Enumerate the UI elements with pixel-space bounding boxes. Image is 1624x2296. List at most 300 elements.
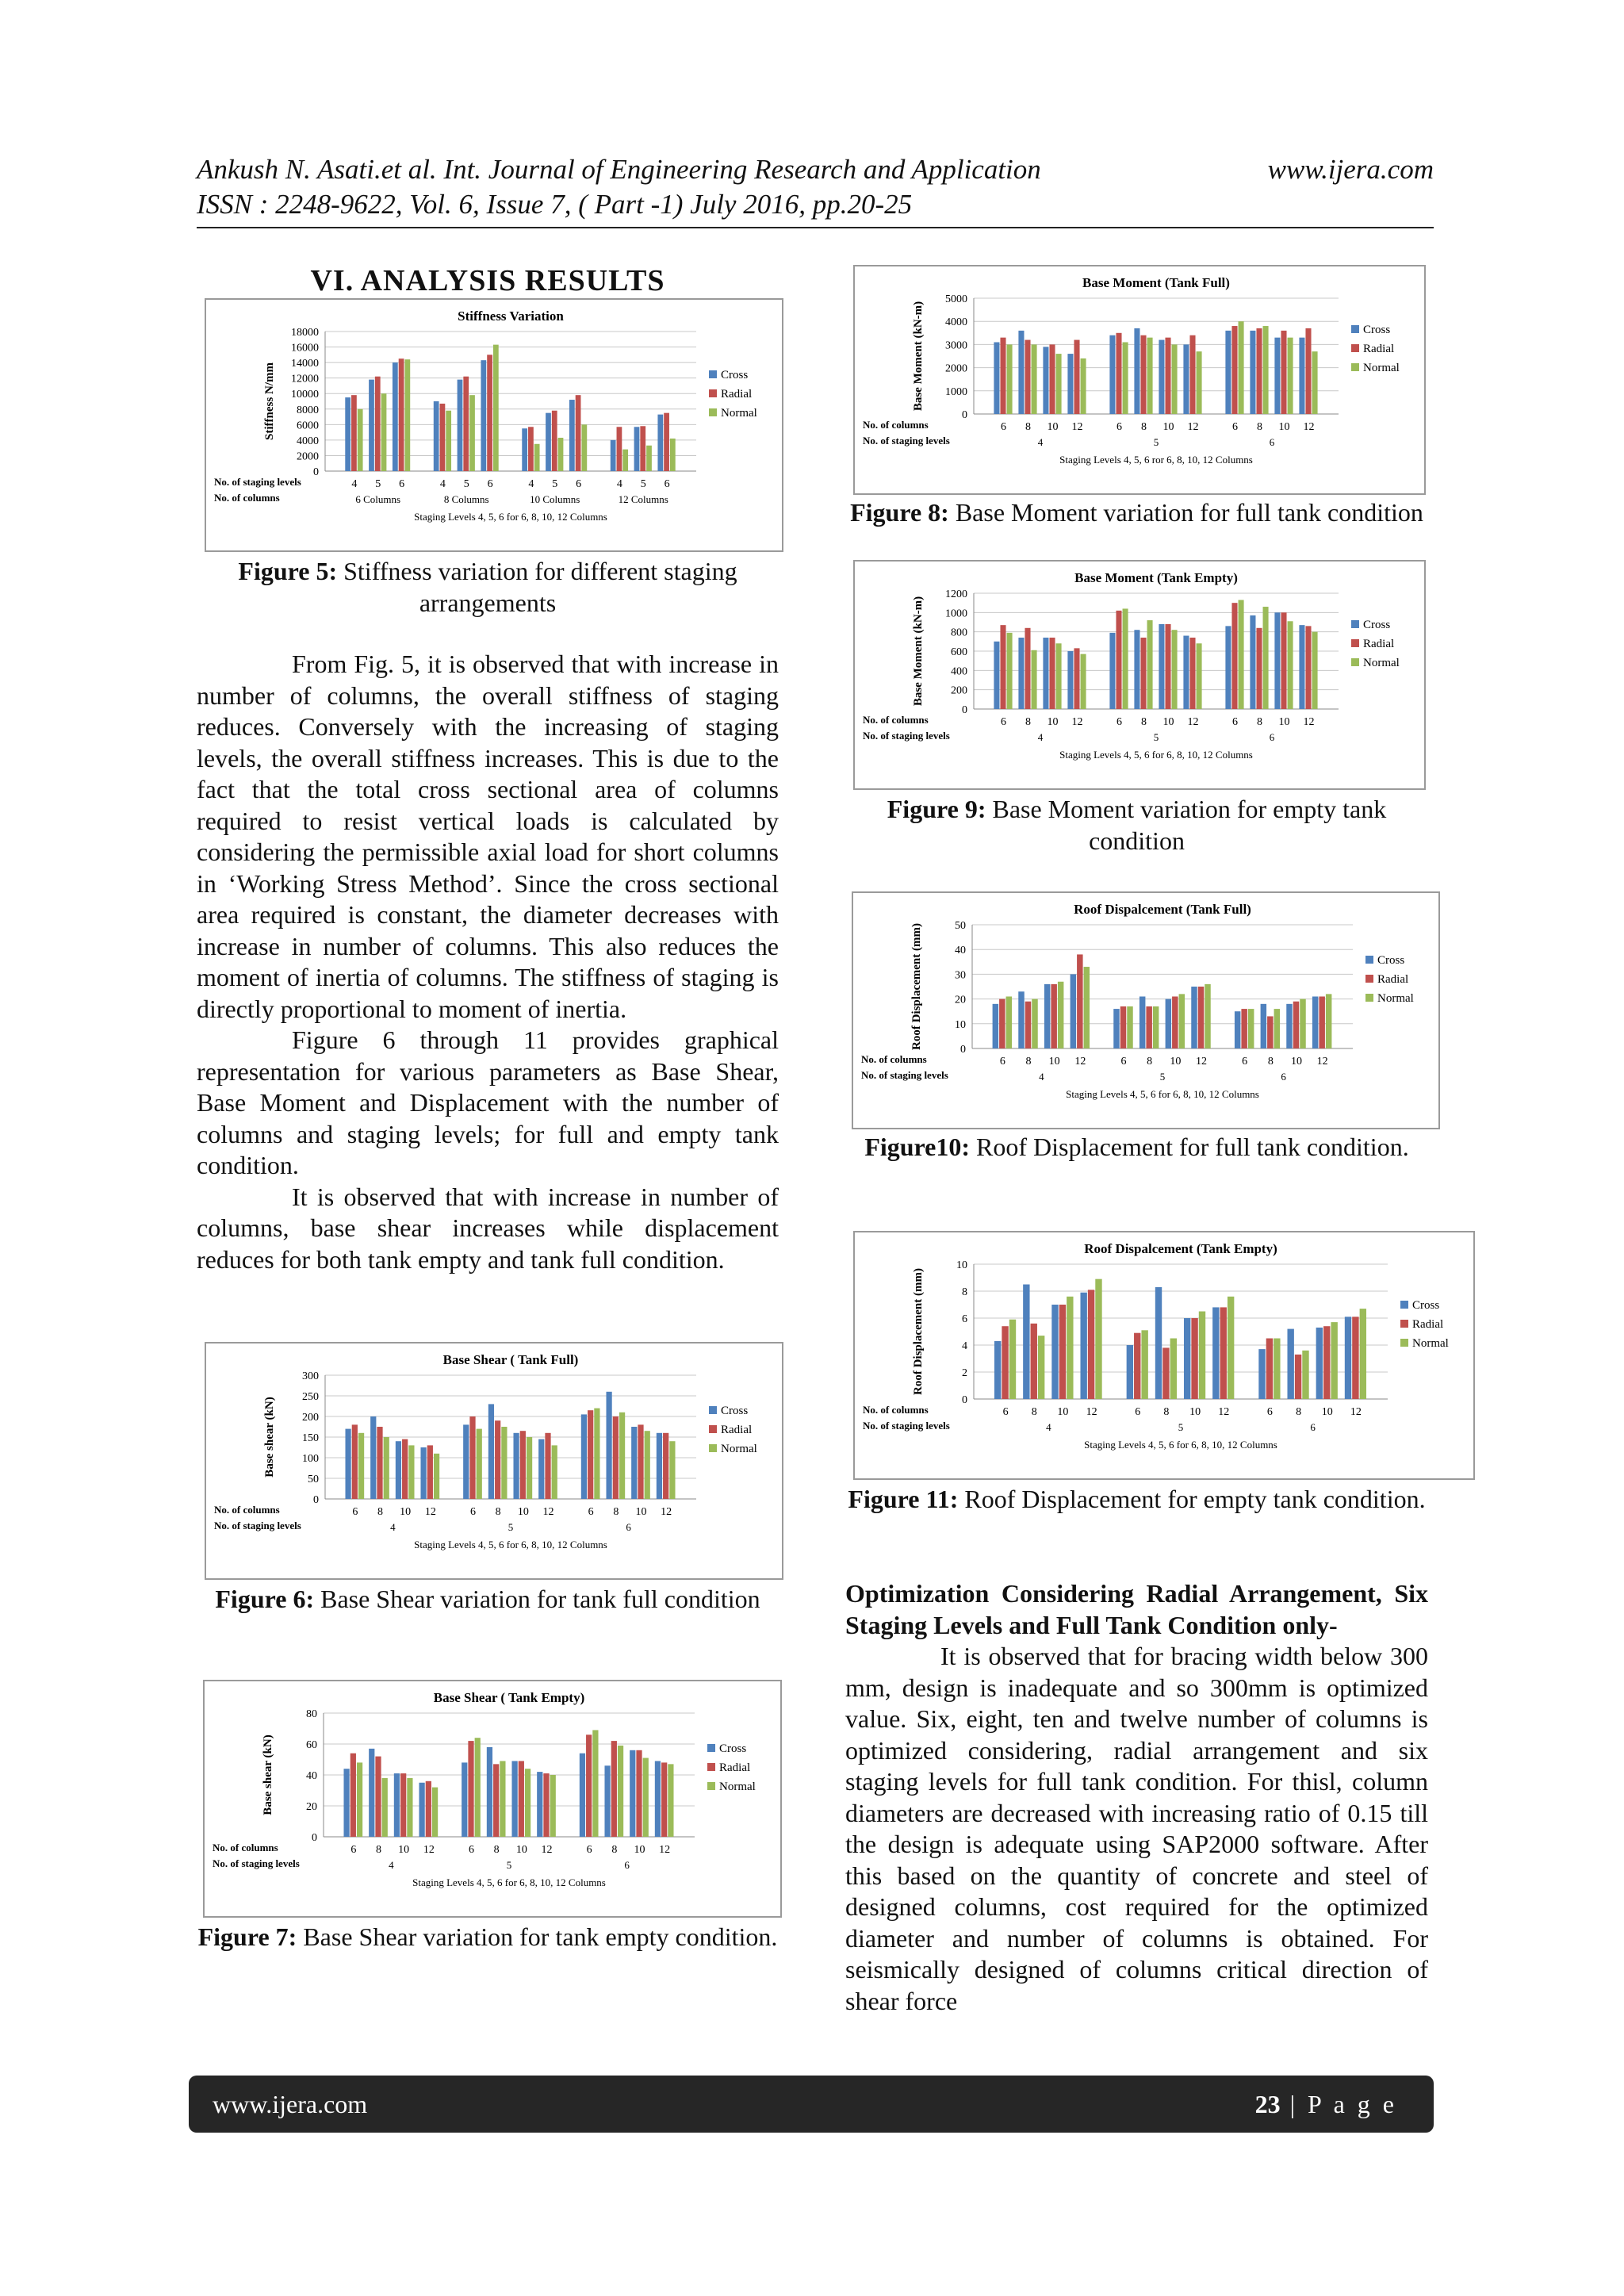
y-tick-label: 4000 xyxy=(945,316,967,329)
x-tick-label: 6 xyxy=(1242,1056,1248,1068)
chart-svg xyxy=(855,1232,1473,1478)
chart-footnote: Staging Levels 4, 5, 6 for 6, 8, 10, 12 Columns xyxy=(1066,1088,1259,1100)
bar-normal xyxy=(1274,1009,1280,1048)
bar-radial xyxy=(1074,340,1079,414)
legend-swatch xyxy=(1351,344,1359,352)
bar-normal xyxy=(1032,650,1037,709)
chart-title: Stiffness Variation xyxy=(458,309,564,324)
bar-radial xyxy=(350,1754,356,1837)
bar-normal xyxy=(1141,1330,1147,1399)
bar-cross xyxy=(1183,636,1189,709)
bar-cross xyxy=(1023,1285,1029,1400)
bar-radial xyxy=(1266,1339,1273,1400)
bar-normal xyxy=(1006,996,1012,1048)
legend-swatch xyxy=(709,408,717,416)
row1-label: No. of columns xyxy=(863,419,929,431)
bar-normal xyxy=(1084,967,1090,1048)
legend-label: Normal xyxy=(1363,362,1400,374)
bar-cross xyxy=(1250,331,1255,414)
y-axis-label: Base shear (kN) xyxy=(263,1397,276,1478)
section-title: VI. ANALYSIS RESULTS xyxy=(310,264,665,297)
bar-cross xyxy=(538,1439,544,1499)
bar-radial xyxy=(613,1416,619,1499)
bar-cross xyxy=(1274,612,1280,709)
y-tick-label: 0 xyxy=(962,409,967,421)
bar-radial xyxy=(1352,1317,1358,1399)
bar-normal xyxy=(475,1738,481,1837)
bar-normal xyxy=(1205,984,1210,1048)
bar-normal xyxy=(668,1764,673,1837)
figure-8-caption xyxy=(845,496,1428,528)
bar-normal xyxy=(670,439,676,471)
legend-swatch xyxy=(707,1744,715,1752)
bar-cross xyxy=(1316,1328,1323,1399)
figure-11-caption xyxy=(845,1483,1428,1515)
bar-radial xyxy=(1323,1326,1330,1399)
bar-cross xyxy=(1051,1305,1058,1399)
group-label: 4 xyxy=(1046,1421,1051,1433)
x-tick-label: 10 xyxy=(634,1844,645,1856)
x-tick-label: 8 xyxy=(493,1844,500,1856)
bar-cross xyxy=(511,1761,517,1837)
bar-cross xyxy=(1134,328,1139,414)
x-tick-label: 6 xyxy=(1116,421,1122,433)
bar-normal xyxy=(1263,326,1269,414)
y-axis-label: Roof Displacement (mm) xyxy=(910,923,923,1050)
figure-label: Figure 6: xyxy=(215,1585,315,1613)
figure-label: Figure 8: xyxy=(850,498,949,527)
x-tick-label: 12 xyxy=(1196,1056,1207,1068)
bar-normal xyxy=(1123,608,1128,709)
bar-normal xyxy=(550,1775,556,1837)
bar-radial xyxy=(1025,340,1030,414)
bar-radial xyxy=(427,1445,433,1499)
group-label: 6 Columns xyxy=(355,493,401,505)
figure-caption-text: Base Shear variation for tank empty condition. xyxy=(303,1922,778,1951)
bar-radial xyxy=(375,1757,381,1837)
x-tick-label: 10 xyxy=(1170,1056,1182,1068)
bar-normal xyxy=(1312,351,1318,414)
y-tick-label: 0 xyxy=(312,1832,317,1844)
legend-label: Radial xyxy=(1363,638,1395,650)
bar-radial xyxy=(636,1750,642,1837)
bar-radial xyxy=(1088,1290,1094,1399)
bar-radial xyxy=(1025,1002,1031,1048)
row1-label: No. of staging levels xyxy=(214,476,301,488)
bar-radial xyxy=(1116,611,1121,709)
bar-normal xyxy=(1197,643,1202,709)
legend-swatch xyxy=(707,1763,715,1771)
bar-normal xyxy=(1302,1351,1308,1399)
bar-cross xyxy=(1287,1329,1293,1399)
bar-normal xyxy=(618,1746,623,1837)
bar-cross xyxy=(345,397,350,471)
bar-radial xyxy=(1000,625,1005,709)
bar-radial xyxy=(1165,624,1170,709)
bar-radial xyxy=(351,395,357,471)
bar-radial xyxy=(1189,335,1195,414)
bar-radial xyxy=(1256,628,1262,709)
x-tick-label: 6 xyxy=(1116,716,1122,728)
x-tick-label: 4 xyxy=(528,478,534,490)
x-tick-label: 5 xyxy=(552,478,558,490)
group-label: 8 Columns xyxy=(443,493,489,505)
y-tick-label: 0 xyxy=(960,1044,966,1056)
bar-radial xyxy=(1172,996,1178,1048)
chart-footnote: Staging Levels 4, 5, 6 for 6, 8, 10, 12 Columns xyxy=(414,1539,607,1550)
bar-cross xyxy=(1299,338,1304,414)
running-header xyxy=(197,152,1434,222)
legend-label: Cross xyxy=(1377,954,1405,967)
legend-swatch xyxy=(1400,1301,1408,1309)
y-tick-label: 14000 xyxy=(291,358,319,370)
optimization-body: It is observed that for bracing width below 300 mm, design is inadequate and so 300mm is optimized value. Six, eight, ten and twelve number of columns is optimized considering, radial arrangement and six staging levels for full tank condition. For thisl, column diameters are decreased with increasing ratio of 0.15 till the design is adequate using SAP2000 software. After this based on the quantity of concrete and steel of designed columns, cost required for the optimized diameter and number of columns is obtained. For seismically designed of columns critical direction of shear force xyxy=(845,1642,1428,2015)
x-tick-label: 12 xyxy=(542,1506,554,1518)
bar-cross xyxy=(394,1773,400,1837)
y-tick-label: 40 xyxy=(306,1770,317,1782)
legend-swatch xyxy=(1351,620,1359,628)
bar-cross xyxy=(458,380,463,471)
bar-normal xyxy=(1081,358,1086,414)
y-tick-label: 16000 xyxy=(291,342,319,355)
row2-label: No. of staging levels xyxy=(863,1420,950,1432)
bar-normal xyxy=(469,395,475,471)
bar-cross xyxy=(634,427,640,471)
legend-swatch xyxy=(1365,956,1373,964)
issn-line: ISSN : 2248-9622, Vol. 6, Issue 7, ( Part -1) July 2016, pp.20-25 xyxy=(197,189,913,220)
bar-normal xyxy=(1123,342,1128,414)
chart-footnote: Staging Levels 4, 5, 6 for 6, 8, 10, 12 Columns xyxy=(1059,749,1253,761)
bar-cross xyxy=(657,1433,662,1499)
bar-cross xyxy=(611,440,616,471)
bar-radial xyxy=(663,1433,668,1499)
bar-radial xyxy=(1074,648,1079,709)
bar-cross xyxy=(994,642,999,709)
y-tick-label: 18000 xyxy=(291,327,319,339)
figure-caption-text: Stiffness variation for different staging arrangements xyxy=(343,557,737,617)
figure-5-caption xyxy=(197,555,779,619)
bar-cross xyxy=(1155,1287,1162,1399)
bar-normal xyxy=(527,1437,532,1499)
y-tick-label: 4 xyxy=(962,1340,967,1352)
bar-radial xyxy=(1231,326,1237,414)
bar-normal xyxy=(1095,1279,1101,1399)
bar-radial xyxy=(493,1764,499,1837)
row2-label: No. of columns xyxy=(214,492,280,504)
bar-normal xyxy=(622,450,628,471)
y-tick-label: 5000 xyxy=(945,293,967,305)
row1-label: No. of columns xyxy=(861,1053,927,1065)
y-tick-label: 1000 xyxy=(945,385,967,398)
legend-swatch xyxy=(1351,658,1359,666)
figure-caption-text: Base Shear variation for tank full condition xyxy=(320,1585,760,1613)
chart-svg xyxy=(206,1343,782,1578)
bar-radial xyxy=(1256,328,1262,414)
x-tick-label: 5 xyxy=(463,478,469,490)
y-axis-label: Roof Displacement (mm) xyxy=(912,1268,925,1395)
x-tick-label: 6 xyxy=(1266,1406,1273,1418)
bar-radial xyxy=(1140,335,1146,414)
y-tick-label: 0 xyxy=(962,704,967,716)
y-tick-label: 1000 xyxy=(945,608,967,620)
bar-cross xyxy=(481,360,486,471)
x-tick-label: 5 xyxy=(640,478,646,490)
bar-cross xyxy=(522,428,527,471)
figure-10-caption xyxy=(845,1131,1428,1163)
bar-radial xyxy=(1134,1333,1140,1399)
bar-normal xyxy=(669,1441,675,1499)
bar-cross xyxy=(994,342,999,414)
group-label: 6 xyxy=(1269,436,1275,448)
bar-normal xyxy=(1058,982,1063,1048)
chart-footnote: Staging Levels 4, 5, 6 for 6, 8, 10, 12 Columns xyxy=(412,1876,606,1888)
x-tick-label: 8 xyxy=(495,1506,501,1518)
x-tick-label: 12 xyxy=(1350,1406,1362,1418)
bar-cross xyxy=(1043,638,1048,709)
x-tick-label: 8 xyxy=(1257,716,1262,728)
legend-label: Cross xyxy=(721,1405,749,1417)
bar-cross xyxy=(1250,615,1255,709)
bar-cross xyxy=(488,1404,494,1499)
bar-normal xyxy=(1081,654,1086,709)
y-tick-label: 150 xyxy=(302,1432,319,1444)
bar-normal xyxy=(407,1778,412,1837)
bar-cross xyxy=(581,1414,587,1499)
y-tick-label: 250 xyxy=(302,1391,319,1403)
bar-normal xyxy=(1228,1297,1234,1399)
legend-swatch xyxy=(1400,1320,1408,1328)
legend-label: Radial xyxy=(721,1424,753,1436)
bar-cross xyxy=(1184,1318,1190,1399)
legend-label: Cross xyxy=(1363,619,1391,631)
bar-radial xyxy=(375,377,381,471)
bar-normal xyxy=(552,1445,557,1499)
bar-cross xyxy=(1235,1011,1240,1048)
y-axis-label: Stiffness N/mm xyxy=(263,362,276,440)
legend-swatch xyxy=(709,370,717,378)
bar-radial xyxy=(1220,1307,1227,1399)
x-tick-label: 6 xyxy=(1001,716,1006,728)
chart-title: Base Shear ( Tank Empty) xyxy=(433,1690,585,1705)
y-tick-label: 200 xyxy=(951,684,967,697)
x-tick-label: 6 xyxy=(352,1506,358,1518)
row2-label: No. of staging levels xyxy=(214,1520,301,1531)
x-tick-label: 6 xyxy=(1135,1406,1141,1418)
page-footer xyxy=(189,2076,1434,2133)
bar-radial xyxy=(1162,1347,1169,1399)
bar-cross xyxy=(369,380,374,471)
figure-9-caption xyxy=(845,793,1428,857)
bar-cross xyxy=(537,1772,542,1837)
bar-radial xyxy=(999,999,1005,1048)
bar-cross xyxy=(1225,331,1231,414)
bar-radial xyxy=(1295,1355,1301,1399)
x-tick-label: 6 xyxy=(664,478,670,490)
y-tick-label: 800 xyxy=(951,627,967,639)
x-tick-label: 6 xyxy=(588,1506,594,1518)
header-rule xyxy=(197,227,1434,228)
legend-swatch xyxy=(707,1782,715,1790)
bar-cross xyxy=(1312,996,1318,1048)
bar-normal xyxy=(1056,643,1062,709)
legend-label: Radial xyxy=(721,388,753,401)
y-tick-label: 12000 xyxy=(291,373,319,385)
group-label: 5 xyxy=(1153,731,1159,743)
bar-normal xyxy=(1056,354,1062,414)
group-label: 5 xyxy=(1153,436,1159,448)
bar-normal xyxy=(1032,344,1037,414)
bar-cross xyxy=(420,1447,426,1499)
bar-normal xyxy=(1326,994,1331,1048)
bar-radial xyxy=(1000,338,1005,414)
bar-cross xyxy=(1183,344,1189,414)
x-tick-label: 12 xyxy=(1303,716,1315,728)
figure-10-chart xyxy=(852,891,1440,1129)
x-tick-label: 10 xyxy=(1057,1406,1069,1418)
legend-swatch xyxy=(1365,975,1373,983)
x-tick-label: 10 xyxy=(1278,716,1290,728)
x-tick-label: 10 xyxy=(1162,716,1174,728)
bar-cross xyxy=(994,1341,1001,1399)
bar-normal xyxy=(408,1445,414,1499)
bar-normal xyxy=(1007,344,1013,414)
bar-normal xyxy=(358,1433,364,1499)
bar-cross xyxy=(343,1769,349,1837)
group-label: 4 xyxy=(1037,731,1044,743)
bar-cross xyxy=(393,362,398,471)
x-tick-label: 8 xyxy=(1025,716,1031,728)
x-tick-label: 6 xyxy=(399,478,405,490)
bar-cross xyxy=(606,1392,611,1499)
bar-radial xyxy=(426,1781,431,1837)
row2-label: No. of staging levels xyxy=(213,1857,300,1869)
chart-footnote: Staging Levels 4, 5, 6 for 6, 8, 10, 12 Columns xyxy=(1084,1439,1277,1451)
x-tick-label: 5 xyxy=(375,478,381,490)
journal-website: www.ijera.com xyxy=(1267,154,1434,185)
x-tick-label: 12 xyxy=(1187,421,1199,433)
bar-normal xyxy=(1239,321,1244,414)
y-tick-label: 0 xyxy=(313,1494,319,1506)
bar-radial xyxy=(576,395,581,471)
legend-label: Normal xyxy=(721,407,757,420)
chart-svg xyxy=(205,1681,780,1916)
bar-radial xyxy=(468,1741,473,1837)
bar-normal xyxy=(1197,351,1202,414)
bar-radial xyxy=(1319,996,1324,1048)
bar-radial xyxy=(543,1773,549,1837)
bar-radial xyxy=(1281,612,1286,709)
bar-radial xyxy=(1025,628,1030,709)
legend-swatch xyxy=(1351,325,1359,333)
figure-7-chart xyxy=(203,1680,782,1918)
legend-label: Cross xyxy=(719,1742,747,1755)
bar-normal xyxy=(1007,633,1013,709)
bar-radial xyxy=(495,1420,500,1499)
optimization-section xyxy=(845,1578,1428,2017)
bar-normal xyxy=(1312,632,1318,709)
x-tick-label: 8 xyxy=(1031,1406,1037,1418)
bar-normal xyxy=(1172,630,1178,709)
bar-normal xyxy=(477,1429,482,1499)
bar-normal xyxy=(1263,607,1269,709)
y-tick-label: 0 xyxy=(313,466,319,478)
bar-cross xyxy=(1139,996,1145,1048)
bar-normal xyxy=(358,409,363,471)
bar-radial xyxy=(661,1762,667,1837)
x-tick-label: 4 xyxy=(439,478,446,490)
bar-normal xyxy=(1199,1312,1205,1400)
x-tick-label: 12 xyxy=(1071,421,1083,433)
legend-label: Radial xyxy=(719,1761,751,1774)
row2-label: No. of staging levels xyxy=(861,1069,948,1081)
bar-radial xyxy=(519,1761,524,1837)
bar-normal xyxy=(1248,1009,1254,1048)
bar-normal xyxy=(1288,338,1293,414)
bar-radial xyxy=(352,1424,358,1499)
chart-title: Roof Dispalcement (Tank Full) xyxy=(1074,902,1251,917)
row2-label: No. of staging levels xyxy=(863,435,950,447)
figure-caption-text: Base Moment variation for empty tank condition xyxy=(992,795,1387,855)
bar-cross xyxy=(1071,974,1076,1048)
bar-cross xyxy=(1080,1293,1086,1399)
group-label: 4 xyxy=(390,1521,396,1533)
bar-normal xyxy=(1032,999,1037,1048)
bar-cross xyxy=(419,1783,424,1837)
x-tick-label: 8 xyxy=(1141,421,1147,433)
chart-footnote: Staging Levels 4, 5, 6 ror 6, 8, 10, 12 Columns xyxy=(1059,454,1253,466)
bar-cross xyxy=(1225,626,1231,709)
y-tick-label: 6 xyxy=(962,1313,967,1325)
legend-label: Cross xyxy=(1412,1299,1440,1312)
y-tick-label: 50 xyxy=(308,1474,319,1485)
figure-label: Figure 11: xyxy=(848,1485,959,1513)
figure-11-chart xyxy=(853,1231,1475,1480)
bar-cross xyxy=(1159,624,1164,709)
bar-radial xyxy=(617,427,622,471)
bar-cross xyxy=(396,1441,401,1499)
bar-radial xyxy=(586,1734,592,1837)
bar-radial xyxy=(1059,1305,1066,1399)
footer-website: www.ijera.com xyxy=(213,2089,368,2118)
bar-radial xyxy=(1189,638,1195,709)
group-label: 5 xyxy=(1178,1421,1184,1433)
figure-caption-text: Roof Displacement for empty tank condition. xyxy=(964,1485,1426,1513)
x-tick-label: 12 xyxy=(541,1844,553,1856)
bar-normal xyxy=(434,1454,439,1499)
bar-cross xyxy=(1113,1009,1119,1048)
x-tick-label: 6 xyxy=(350,1844,357,1856)
legend-swatch xyxy=(1365,994,1373,1002)
bar-radial xyxy=(1267,1016,1273,1048)
x-tick-label: 10 xyxy=(1047,716,1059,728)
legend-label: Normal xyxy=(1377,992,1414,1005)
y-tick-label: 10 xyxy=(956,1259,967,1271)
bar-normal xyxy=(1127,1006,1132,1048)
bar-normal xyxy=(432,1788,438,1837)
bar-cross xyxy=(1043,347,1048,414)
legend-label: Cross xyxy=(721,369,749,381)
bar-normal xyxy=(1153,1006,1159,1048)
bar-radial xyxy=(440,404,446,471)
x-tick-label: 6 xyxy=(1232,421,1238,433)
bar-radial xyxy=(1146,1006,1151,1048)
bar-cross xyxy=(580,1754,585,1837)
bar-radial xyxy=(377,1427,382,1499)
x-tick-label: 6 xyxy=(469,1844,474,1856)
bar-radial xyxy=(1198,987,1204,1048)
y-tick-label: 4000 xyxy=(297,435,319,447)
bar-normal xyxy=(1009,1320,1016,1399)
